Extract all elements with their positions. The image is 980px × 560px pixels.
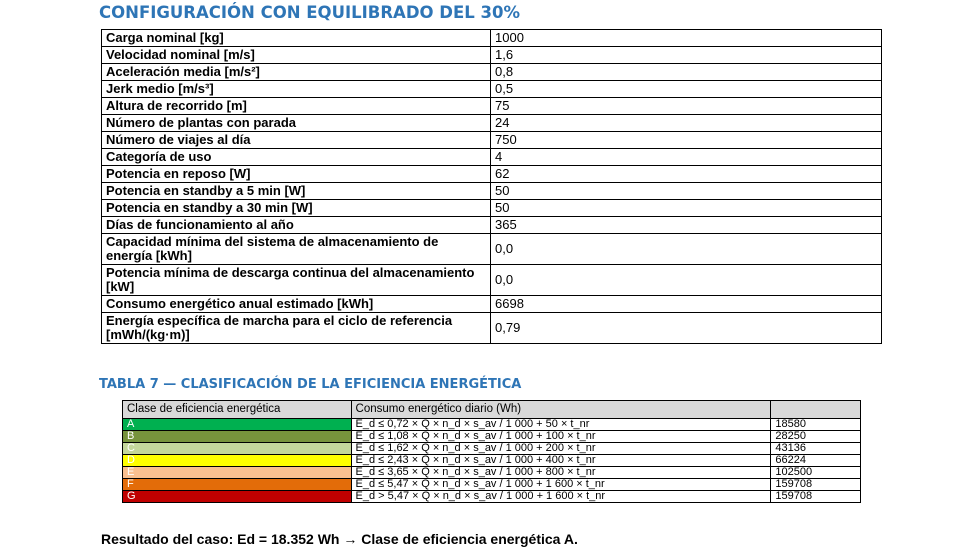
efficiency-row-a [123,419,861,431]
result-statement: Resultado del caso: Ed = 18.352 Wh → Clase de eficiencia energética A. [101,531,578,547]
efficiency-row-f [123,479,861,491]
parameter-value: 6698 [491,296,882,313]
parameter-label: Consumo energético anual estimado [kWh] [102,296,491,313]
parameter-row [102,200,882,217]
efficiency-threshold-value: 66224 [771,455,861,467]
parameter-label: Número de plantas con parada [102,115,491,132]
efficiency-threshold-value: 159708 [771,479,861,491]
efficiency-threshold-value: 43136 [771,443,861,455]
parameter-row [102,115,882,132]
efficiency-row-e [123,467,861,479]
efficiency-class-label: D [123,455,352,467]
parameter-value: 50 [491,183,882,200]
parameter-row [102,296,882,313]
efficiency-threshold-value: 28250 [771,431,861,443]
efficiency-class-label: F [123,479,352,491]
efficiency-formula: E_d ≤ 2,43 × Q × n_d × s_av / 1 000 + 400 × t_nr [351,455,771,467]
efficiency-class-label: G [123,491,352,503]
efficiency-class-label: C [123,443,352,455]
parameter-label: Días de funcionamiento al año [102,217,491,234]
parameter-value: 0,0 [491,265,882,296]
document-title: CONFIGURACIÓN CON EQUILIBRADO DEL 30% [99,3,521,22]
efficiency-formula: E_d ≤ 0,72 × Q × n_d × s_av / 1 000 + 50 × t_nr [351,419,771,431]
parameter-label: Aceleración media [m/s²] [102,64,491,81]
efficiency-table-header [123,401,861,419]
header-consumption: Consumo energético diario (Wh) [351,401,771,419]
parameter-label: Carga nominal [kg] [102,30,491,47]
efficiency-formula: E_d ≤ 1,62 × Q × n_d × s_av / 1 000 + 200 × t_nr [351,443,771,455]
efficiency-class-table [122,400,861,503]
parameter-label: Jerk medio [m/s³] [102,81,491,98]
efficiency-formula: E_d ≤ 3,65 × Q × n_d × s_av / 1 000 + 800 × t_nr [351,467,771,479]
parameter-value: 62 [491,166,882,183]
parameter-row [102,265,882,296]
efficiency-row-d [123,455,861,467]
parameter-label: Número de viajes al día [102,132,491,149]
efficiency-row-g [123,491,861,503]
parameter-row [102,217,882,234]
parameter-value: 0,5 [491,81,882,98]
parameter-label: Potencia en reposo [W] [102,166,491,183]
parameter-row [102,132,882,149]
parameter-label: Potencia mínima de descarga continua del almacenamiento [kW] [102,265,491,296]
parameter-value: 24 [491,115,882,132]
parameter-label: Potencia en standby a 30 min [W] [102,200,491,217]
efficiency-threshold-value: 159708 [771,491,861,503]
parameters-table [101,29,882,344]
parameter-label: Capacidad mínima del sistema de almacenamiento de energía [kWh] [102,234,491,265]
parameter-value: 75 [491,98,882,115]
parameter-value: 4 [491,149,882,166]
parameter-row [102,166,882,183]
parameter-value: 365 [491,217,882,234]
parameter-row [102,234,882,265]
efficiency-formula: E_d ≤ 1,08 × Q × n_d × s_av / 1 000 + 100 × t_nr [351,431,771,443]
efficiency-row-c [123,443,861,455]
parameter-row [102,47,882,64]
parameter-value: 50 [491,200,882,217]
header-class: Clase de eficiencia energética [123,401,352,419]
parameter-row [102,183,882,200]
parameter-row [102,98,882,115]
parameter-row [102,149,882,166]
efficiency-class-label: E [123,467,352,479]
parameter-label: Categoría de uso [102,149,491,166]
parameter-label: Energía específica de marcha para el ciclo de referencia [mWh/(kg·m)] [102,313,491,344]
efficiency-formula: E_d > 5,47 × Q × n_d × s_av / 1 000 + 1 600 × t_nr [351,491,771,503]
efficiency-class-label: A [123,419,352,431]
parameter-row [102,64,882,81]
efficiency-threshold-value: 102500 [771,467,861,479]
parameter-row [102,313,882,344]
parameter-value: 750 [491,132,882,149]
parameter-label: Velocidad nominal [m/s] [102,47,491,64]
parameter-label: Altura de recorrido [m] [102,98,491,115]
parameter-row [102,30,882,47]
table7-title: TABLA 7 — CLASIFICACIÓN DE LA EFICIENCIA ENERGÉTICA [99,377,522,392]
parameter-value: 0,8 [491,64,882,81]
parameter-label: Potencia en standby a 5 min [W] [102,183,491,200]
parameter-value: 0,0 [491,234,882,265]
efficiency-threshold-value: 18580 [771,419,861,431]
parameter-value: 0,79 [491,313,882,344]
efficiency-row-b [123,431,861,443]
parameter-value: 1000 [491,30,882,47]
efficiency-class-label: B [123,431,352,443]
header-value [771,401,861,419]
parameter-value: 1,6 [491,47,882,64]
efficiency-formula: E_d ≤ 5,47 × Q × n_d × s_av / 1 000 + 1 600 × t_nr [351,479,771,491]
parameter-row [102,81,882,98]
